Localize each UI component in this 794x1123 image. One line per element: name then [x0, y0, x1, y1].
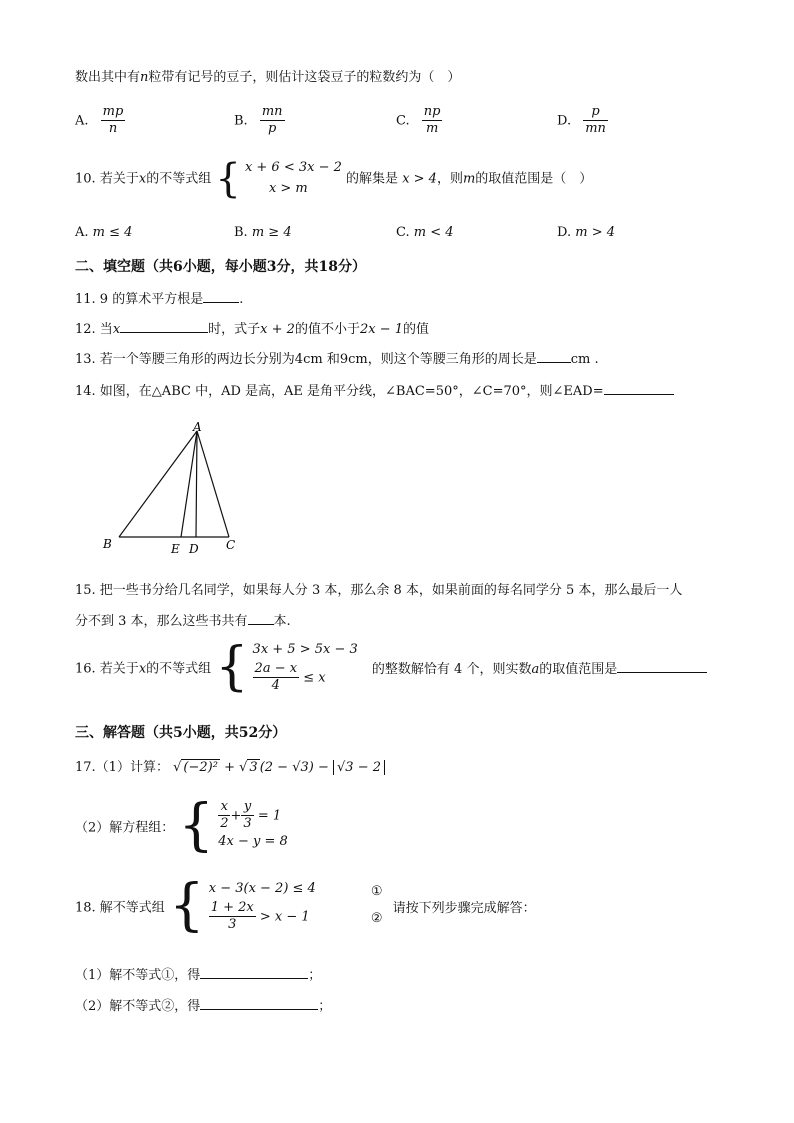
q9-option-a: A. $\frac{mp}{n}$	[75, 104, 124, 137]
q10-option-b: B. m ≥ 4	[234, 225, 292, 240]
side-ab	[119, 431, 197, 537]
q11: 11. 9 的算术平方根是 .	[75, 292, 244, 307]
mark-2: ②	[370, 911, 383, 926]
section2-heading: 二、填空题（共6小题，每小题3分，共18分）	[75, 259, 366, 275]
label-e: E	[171, 542, 180, 556]
q10-option-d: D. m > 4	[557, 225, 615, 240]
section3-heading: 三、解答题（共5小题，共52分）	[75, 725, 287, 741]
q18-step1: （1）解不等式①，得 ；	[75, 968, 322, 983]
label-c: C	[226, 538, 236, 552]
bisector-ae	[181, 431, 197, 537]
q14: 14. 如图，在△ABC 中，AD 是高，AE 是角平分线，∠BAC=50°，∠C=70°，则∠EAD=	[75, 380, 674, 399]
q18: 18. 解不等式组 { x − 3(x − 2) ≤ 4 $\frac{1 + 2x}{3}$ > x − 1 ① ② 请按下列步骤完成解答：	[75, 873, 536, 938]
q9-stem: 数出其中有n粒带有记号的豆子，则估计这袋豆子的粒数约为（ ）	[75, 70, 461, 85]
q12: 12. 当x 时，式子x + 2的值不小于2x − 1的值	[75, 322, 429, 337]
mark-1: ①	[370, 884, 383, 900]
triangle-figure	[95, 415, 255, 565]
q10-option-c: C. m < 4	[396, 225, 454, 240]
label-b: B	[103, 537, 112, 551]
q10-option-a: A. m ≤ 4	[75, 225, 133, 240]
q9-option-c: C. $\frac{np}{m}$	[396, 104, 441, 137]
q18-step2: （2）解不等式②，得 ；	[75, 999, 332, 1014]
q16: 16. 若关于x的不等式组 { 3x + 5 > 5x − 3 $\frac{2a - x}{4}$ ≤ x 的整数解恰有 4 个，则实数a的取值范围是	[75, 640, 707, 694]
q13: 13. 若一个等腰三角形的两边长分别为4cm 和9cm，则这个等腰三角形的周长是 cm .	[75, 352, 599, 367]
q15-line2: 分不到 3 本，那么这些书共有 本.	[75, 614, 291, 629]
altitude-ad	[196, 431, 197, 537]
q10-stem: 10. 若关于x的不等式组 { x + 6 < 3x − 2 x > m 的解集是 x > 4，则m的取值范围是（ ）	[75, 155, 593, 202]
q9-option-b: B. $\frac{mn}{p}$	[234, 104, 283, 137]
q9-option-d: D. $\frac{p}{mn}$	[557, 104, 606, 137]
q17-part2: （2）解方程组： { $\frac{x}{2}$ + $\frac{y}{3}$ = 1 4x − y = 8	[75, 793, 288, 858]
q17-part1: 17.（1）计算： √ (−2)² + √ 3 (2 − √3) − √3 − 2	[75, 756, 385, 775]
q15-line1: 15. 把一些书分给几名同学，如果每人分 3 本，那么余 8 本，如果前面的每名同学分 5 本，那么最后一人	[75, 583, 683, 598]
label-d: D	[189, 542, 199, 556]
label-a: A	[193, 420, 202, 434]
side-ac	[197, 431, 229, 537]
